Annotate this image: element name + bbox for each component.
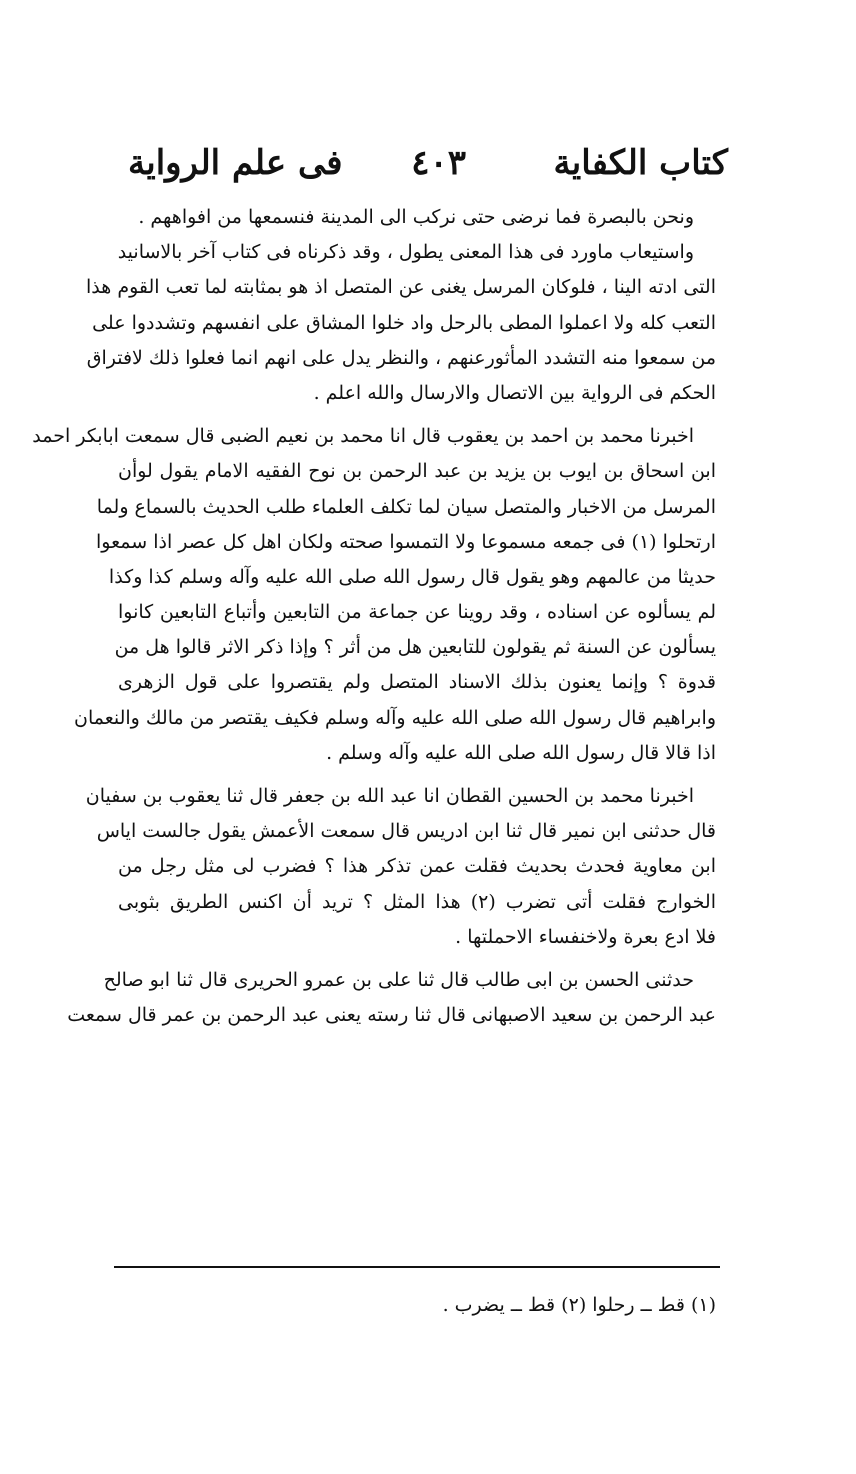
text-line: حدثنى الحسن بن ابى طالب قال ثنا على بن عمرو الحريرى قال ثنا ابو صالح bbox=[103, 968, 694, 991]
text-line: قدوة ؟ وإنما يعنون بذلك الاسناد المتصل ولم يقتصروا على قول الزهرى bbox=[118, 671, 716, 694]
text-line: التعب كله ولا اعملوا المطى بالرحل واد خلوا المشاق على انفسهم وتشددوا على bbox=[92, 311, 716, 334]
text-line: المرسل من الاخبار والمتصل سيان لما تكلف العلماء طلب الحديث بالسماع ولما bbox=[96, 495, 716, 518]
text-line: واستيعاب ماورد فى هذا المعنى يطول ، وقد ذكرناه فى كتاب آخر بالاسانيد bbox=[117, 241, 694, 264]
text-line: قال حدثنى ابن نمير قال ثنا ابن ادريس قال سمعت الأعمش يقول جالست اياس bbox=[96, 820, 716, 843]
text-line: ابن اسحاق بن ايوب بن يزيد بن عبد الرحمن بن نوح الفقيه الامام يقول لوأن bbox=[118, 460, 716, 483]
text-line: الخوارج فقلت أتى تضرب (٢) هذا المثل ؟ تريد أن اكنس الطريق بثوبى bbox=[118, 890, 716, 913]
text-line: يسألون عن السنة ثم يقولون للتابعين هل من أثر ؟ وإذا ذكر الاثر قالوا هل من bbox=[114, 636, 716, 659]
text-line: عبد الرحمن بن سعيد الاصبهانى قال ثنا رسته يعنى عبد الرحمن بن عمر قال سمعت bbox=[67, 1004, 716, 1027]
text-line: اخبرنا محمد بن الحسين القطان انا عبد الله بن جعفر قال ثنا يعقوب بن سفيان bbox=[85, 785, 694, 807]
text-line: ارتحلوا (١) فى جمعه مسموعا ولا التمسوا صحته ولكان اهل كل عصر اذا سمعوا bbox=[96, 530, 716, 553]
text-line: ونحن بالبصرة فما نرضى حتى نركب الى المدينة فنسمعها من افواههم . bbox=[138, 206, 694, 228]
text-line: وابراهيم قال رسول الله صلى الله عليه وآله وسلم فكيف يقتصر من مالك والنعمان bbox=[73, 706, 716, 729]
text-line: لم يسألوه عن اسناده ، وقد روينا عن جماعة من التابعين وأتباع التابعين كانوا bbox=[118, 601, 716, 624]
text-line: اخبرنا محمد بن احمد بن يعقوب قال انا محمد بن نعيم الضبى قال سمعت ابابكر احمد bbox=[32, 425, 694, 448]
book-title: كتاب الكفاية bbox=[553, 143, 728, 183]
text-line: فلا ادع بعرة ولاخنفساء الاحملتها . bbox=[455, 925, 716, 948]
page-header bbox=[128, 138, 728, 188]
text-line: الحكم فى الرواية بين الاتصال والارسال والله اعلم . bbox=[313, 381, 716, 404]
footnote: (١) قط ــ رحلوا (٢) قط ــ يضرب . bbox=[442, 1294, 716, 1316]
text-line: اذا قالا قال رسول الله صلى الله عليه وآله وسلم . bbox=[326, 741, 716, 764]
text-line: من سمعوا منه التشدد المأثورعنهم ، والنظر يدل على انهم انما فعلوا ذلك لافتراق bbox=[86, 346, 716, 369]
running-subject: فى علم الرواية bbox=[128, 143, 343, 183]
text-line: ابن معاوية فحدث بحديث فقلت عمن تذكر هذا ؟ فضرب لى مثل رجل من bbox=[118, 855, 716, 878]
page-number: ٤٠٣ bbox=[411, 143, 466, 183]
text-line: التى ادته الينا ، فلوكان المرسل يغنى عن المتصل اذ هو بمثابته لما تعب القوم هذا bbox=[86, 276, 716, 299]
text-line: حديثا من عالمهم وهو يقول قال رسول الله صلى الله عليه وآله وسلم كذا وكذا bbox=[108, 565, 716, 588]
body-text bbox=[32, 200, 716, 1033]
footnote-divider bbox=[114, 1266, 720, 1268]
